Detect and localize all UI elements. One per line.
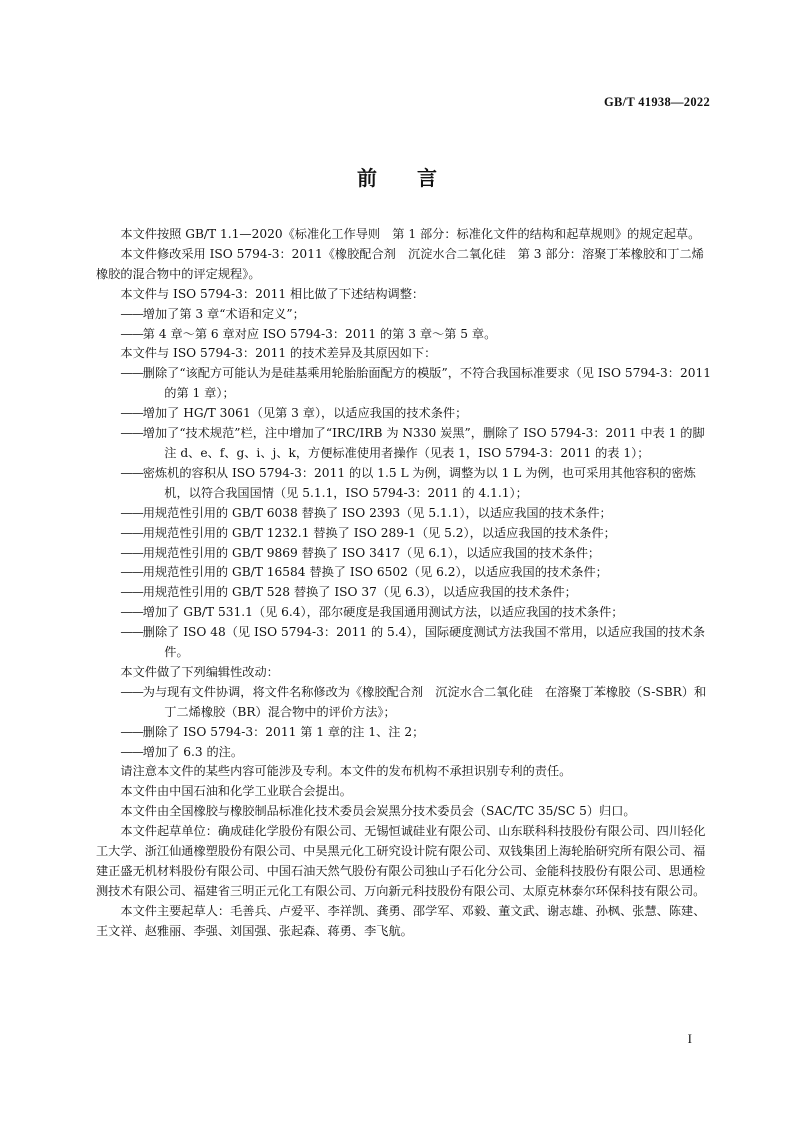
list-item: —— 密炼机的容积从 ISO 5794-3：2011 的以 1.5 L 为例，调整为以 1 L 为例，也可采用其他容积的密炼机，以符合我国国情（见 5.1.1，ISO 5794-3：2011 的 4.1.1）； xyxy=(120,464,711,504)
list-item: —— 第 4 章～第 6 章对应 ISO 5794-3：2011 的第 3 章～第 5 章。 xyxy=(120,325,711,345)
list-item: —— 用规范性引用的 GB/T 528 替换了 ISO 37（见 6.3），以适应我国的技术条件； xyxy=(120,583,711,603)
paragraph: 本文件做了下列编辑性改动： xyxy=(120,664,279,679)
list-item: —— 删除了 ISO 48（见 ISO 5794-3：2011 的 5.4），国际硬度测试方法我国不常用，以适应我国的技术条件。 xyxy=(120,623,711,663)
list-item: —— 增加了第 3 章“术语和定义”； xyxy=(120,305,711,325)
page-number: I xyxy=(687,1031,692,1046)
standard-code: GB/T 41938—2022 xyxy=(603,95,710,109)
list-item: —— 增加了 HG/T 3061（见第 3 章），以适应我国的技术条件； xyxy=(120,404,711,424)
page-title: 前言 xyxy=(357,166,477,190)
paragraph: 本文件与 ISO 5794-3：2011 的技术差异及其原因如下： xyxy=(120,346,437,361)
list-item: —— 删除了“该配方可能认为是硅基乘用轮胎胎面配方的模版”，不符合我国标准要求（见 ISO 5794-3：2011 的第 1 章）； xyxy=(120,364,711,404)
paragraph: 本文件由全国橡胶与橡胶制品标准化技术委员会炭黑分技术委员会（SAC/TC 35/SC 5）归口。 xyxy=(120,804,636,819)
paragraph: 本文件由中国石油和化学工业联合会提出。 xyxy=(120,784,352,799)
list-item: —— 用规范性引用的 GB/T 9869 替换了 ISO 3417（见 6.1），以适应我国的技术条件； xyxy=(120,544,711,564)
paragraph: 本文件修改采用 ISO 5794-3：2011《橡胶配合剂 沉淀水合二氧化硅 第 3 部分：溶聚丁苯橡胶和丁二烯橡胶的混合物中的评定规程》。 xyxy=(96,246,704,281)
document-body xyxy=(96,225,711,942)
list-item: —— 用规范性引用的 GB/T 16584 替换了 ISO 6502（见 6.2），以适应我国的技术条件； xyxy=(120,563,711,583)
list-item: —— 增加了“技术规范”栏，注中增加了“IRC/IRB 为 N330 炭黑”，删除了 ISO 5794-3：2011 中表 1 的脚注 d、e、f、g、i、j、k，方便标准使用者操作（见表 1，ISO 5794-3：2011 的表 1）； xyxy=(120,424,711,464)
paragraph: 本文件按照 GB/T 1.1—2020《标准化工作导则 第 1 部分：标准化文件的结构和起草规则》的规定起草。 xyxy=(120,227,701,241)
list-item: —— 用规范性引用的 GB/T 1232.1 替换了 ISO 289-1（见 5.2），以适应我国的技术条件； xyxy=(120,524,711,544)
list-item: —— 删除了 ISO 5794-3：2011 第 1 章的注 1、注 2； xyxy=(120,723,711,743)
list-item: —— 增加了 6.3 的注。 xyxy=(120,743,711,763)
paragraph: 请注意本文件的某些内容可能涉及专利。本文件的发布机构不承担识别专利的责任。 xyxy=(120,764,572,779)
paragraph: 本文件与 ISO 5794-3：2011 相比做了下述结构调整： xyxy=(120,286,425,301)
list-item: —— 为与现有文件协调，将文件名称修改为《橡胶配合剂 沉淀水合二氧化硅 在溶聚丁苯橡胶（S-SBR）和丁二烯橡胶（BR）混合物中的评价方法》； xyxy=(120,683,711,723)
paragraph: 本文件起草单位：确成硅化学股份有限公司、无锡恒诚硅业有限公司、山东联科科技股份有限公司、四川轻化工大学、浙江仙通橡塑股份有限公司、中昊黑元化工研究设计院有限公司、双钱集团上海轮胎研究所有限公司、福建正盛无机材料股份有限公司、中国石油天然气股份有限公司独山子石化分公司、金能科技股份有限公司、思通检测技术有限公司、福建省三明正元化工有限公司、万向新元科技股份有限公司、太原克林泰尔环保科技有限公司。 xyxy=(96,824,706,898)
list-item: —— 增加了 GB/T 531.1（见 6.4），邵尔硬度是我国通用测试方法，以适应我国的技术条件； xyxy=(120,603,711,623)
list-item: —— 用规范性引用的 GB/T 6038 替换了 ISO 2393（见 5.1.1），以适应我国的技术条件； xyxy=(120,504,711,524)
paragraph: 本文件主要起草人：毛善兵、卢爱平、李祥凯、龚勇、邵学军、邓毅、董文武、谢志雄、孙枫、张慧、陈建、王文祥、赵雅丽、李强、刘国强、张起森、蒋勇、李飞航。 xyxy=(96,903,706,938)
